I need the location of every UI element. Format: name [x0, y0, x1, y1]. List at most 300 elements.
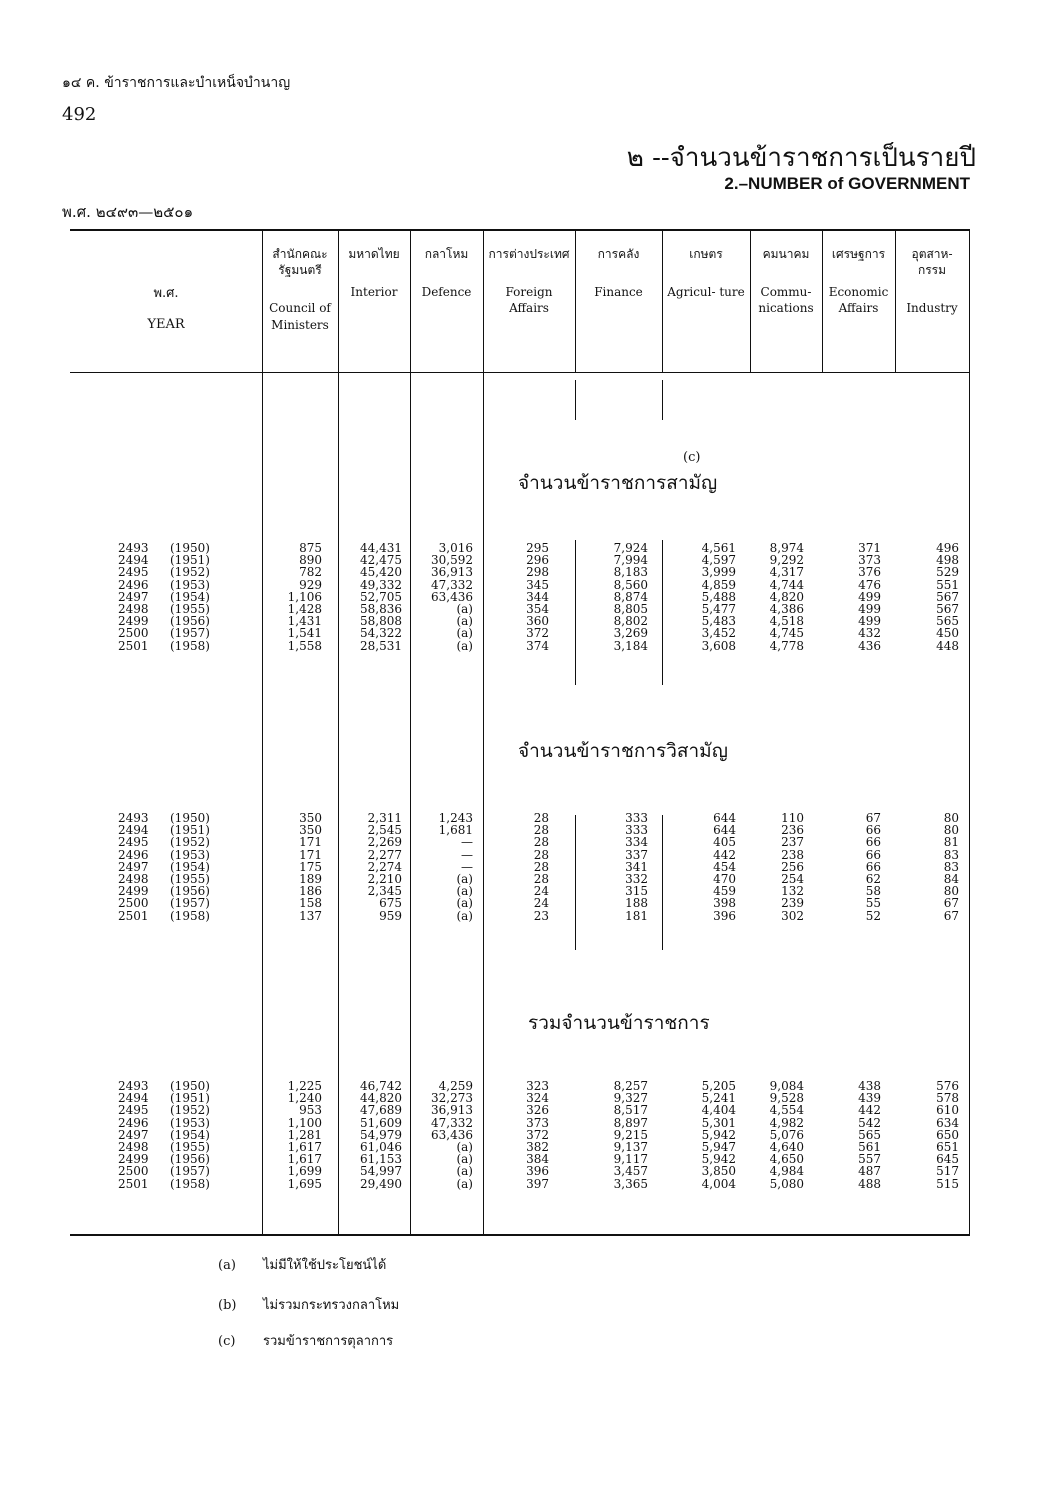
table-cell: 54,322 [360, 626, 402, 641]
column-header-english: Finance [594, 285, 643, 300]
table-cell: 47,332 [431, 577, 473, 592]
table-cell: 1,431 [287, 614, 322, 629]
year-english: (1958) [170, 1176, 210, 1191]
year-english: (1957) [170, 896, 210, 911]
table-cell: 5,205 [701, 1079, 736, 1093]
year-thai: 2494 [118, 553, 149, 568]
table-cell: 3,365 [613, 1176, 648, 1191]
table-cell: 295 [526, 541, 549, 555]
table-cell: 5,477 [701, 601, 736, 616]
column-header-thai: เกษตร [689, 247, 723, 261]
year-column [118, 542, 210, 652]
table-cell: 302 [781, 908, 804, 923]
column-header-thai: คมนาคม [762, 247, 810, 261]
table-cell: 24 [533, 884, 549, 899]
table-cell: 384 [526, 1152, 549, 1167]
table-cell: 9,137 [613, 1139, 648, 1154]
column-header [411, 246, 482, 300]
table-cell: 44,820 [360, 1091, 402, 1106]
value-column [822, 1080, 881, 1190]
year-column [118, 1080, 210, 1190]
table-cell: 542 [858, 1115, 881, 1130]
table-cell: 28,531 [360, 638, 402, 653]
table-cell: 47,332 [431, 1115, 473, 1130]
table-cell: (a) [456, 1164, 473, 1179]
table-cell: 515 [936, 1176, 959, 1191]
year-english: (1954) [170, 589, 210, 604]
table-cell: 651 [936, 1139, 959, 1154]
table-cell: 557 [858, 1152, 881, 1167]
table-cell: 256 [781, 859, 804, 874]
year-cell [118, 640, 210, 652]
table-cell: (a) [456, 601, 473, 616]
year-english: (1950) [170, 541, 210, 555]
table-cell: 175 [299, 859, 322, 874]
table-cell: — [461, 859, 473, 874]
section-note-mark: (c) [683, 450, 701, 465]
table-cell: 46,742 [360, 1079, 402, 1093]
table-cell: 66 [865, 847, 881, 862]
year-thai: 2495 [118, 835, 149, 850]
table-cell: 644 [713, 811, 736, 825]
value-column [662, 542, 736, 652]
table-cell: 487 [858, 1164, 881, 1179]
year-thai: 2493 [118, 541, 149, 555]
year-thai: 2496 [118, 847, 149, 862]
year-english: (1956) [170, 1152, 210, 1167]
table-cell: 9,528 [769, 1091, 804, 1106]
table-cell: 499 [858, 614, 881, 629]
table-cell: 1,100 [287, 1115, 322, 1130]
column-header-thai: กลาโหม [424, 247, 469, 261]
value-column [483, 542, 549, 652]
year-header-thai: พ.ศ. [153, 286, 179, 301]
table-cell: 110 [781, 811, 804, 825]
value-column [895, 1080, 959, 1190]
table-cell: 1,281 [287, 1127, 322, 1142]
year-english: (1951) [170, 1091, 210, 1106]
table-cell: 8,874 [613, 589, 648, 604]
footnote-text: ไม่มีให้ใช้ประโยชน์ได้ [263, 1258, 387, 1273]
table-cell: 66 [865, 835, 881, 850]
table-cell: 438 [858, 1079, 881, 1093]
table-cell: 645 [936, 1152, 959, 1167]
table-cell: 650 [936, 1127, 959, 1142]
table-cell: 52,705 [360, 589, 402, 604]
value-column [662, 1080, 736, 1190]
table-cell: 171 [299, 847, 322, 862]
year-english: (1951) [170, 823, 210, 838]
column-header-english: Industry [906, 301, 958, 316]
table-cell: 382 [526, 1139, 549, 1154]
column-header-english: Agricul- ture [667, 285, 745, 300]
table-cell: 4,518 [769, 614, 804, 629]
table-cell: 567 [936, 601, 959, 616]
table-top-rule [70, 229, 970, 231]
year-english: (1950) [170, 1079, 210, 1093]
section-title: จำนวนข้าราชการสามัญ [518, 472, 718, 494]
column-header-thai: อุตสาห- กรรม [911, 247, 953, 278]
table-cell: 58,808 [360, 614, 402, 629]
footnote-text: รวมข้าราชการตุลาการ [263, 1334, 394, 1349]
table-cell: 576 [936, 1079, 959, 1093]
table-cell: 28 [533, 823, 549, 838]
year-thai: 2494 [118, 823, 149, 838]
page-number: 492 [62, 104, 97, 125]
table-cell: 2,269 [367, 835, 402, 850]
table-cell: 1,428 [287, 601, 322, 616]
section-title: จำนวนข้าราชการวิสามัญ [518, 740, 728, 762]
table-cell: 63,436 [431, 589, 473, 604]
table-cell: 8,805 [613, 601, 648, 616]
table-cell: 371 [858, 541, 881, 555]
table-cell: 567 [936, 589, 959, 604]
year-thai: 2493 [118, 811, 149, 825]
table-cell: 7,994 [613, 553, 648, 568]
year-thai: 2496 [118, 1115, 149, 1130]
table-cell: 561 [858, 1139, 881, 1154]
column-header-thai: เศรษฐการ [831, 247, 886, 261]
table-cell: 5,076 [769, 1127, 804, 1142]
column-header-thai: การต่างประเทศ [488, 247, 570, 261]
table-cell: (a) [456, 638, 473, 653]
table-cell: 1,243 [438, 811, 473, 825]
table-cell: 63,436 [431, 1127, 473, 1142]
table-cell: 782 [299, 565, 322, 580]
table-cell: 354 [526, 601, 549, 616]
year-english: (1952) [170, 835, 210, 850]
value-column [483, 1080, 549, 1190]
table-cell: 58 [865, 884, 881, 899]
table-cell: 158 [299, 896, 322, 911]
table-cell: 36,913 [431, 565, 473, 580]
table-cell: 45,420 [360, 565, 402, 580]
year-thai: 2497 [118, 859, 149, 874]
table-cell: 66 [865, 859, 881, 874]
year-english: (1954) [170, 859, 210, 874]
table-cell: 565 [858, 1127, 881, 1142]
year-thai: 2499 [118, 1152, 149, 1167]
table-cell: 334 [625, 835, 648, 850]
table-cell: 4,745 [769, 626, 804, 641]
table-cell: 337 [625, 847, 648, 862]
table-cell: 5,080 [769, 1176, 804, 1191]
column-header-thai: สำนักคณะรัฐมนตรี [272, 247, 328, 278]
table-cell: 61,153 [360, 1152, 402, 1167]
table-cell: 3,608 [701, 638, 736, 653]
table-cell: 4,650 [769, 1152, 804, 1167]
year-cell [118, 1178, 210, 1190]
section-title: รวมจำนวนข้าราชการ [528, 1012, 710, 1034]
table-cell: 29,490 [360, 1176, 402, 1191]
table-cell: 341 [625, 859, 648, 874]
value-column [410, 812, 473, 922]
column-header [896, 246, 968, 317]
table-cell: 298 [526, 565, 549, 580]
year-thai: 2497 [118, 1127, 149, 1142]
column-header-thai: มหาดไทย [348, 247, 400, 261]
year-thai: 2494 [118, 1091, 149, 1106]
value-column [483, 812, 549, 922]
year-english: (1954) [170, 1127, 210, 1142]
table-cell: 4,561 [701, 541, 736, 555]
table-cell: 332 [625, 871, 648, 886]
table-cell: 344 [526, 589, 549, 604]
table-cell: 4,859 [701, 577, 736, 592]
year-thai: 2500 [118, 896, 149, 911]
year-thai: 2501 [118, 1176, 149, 1191]
table-cell: 499 [858, 589, 881, 604]
value-column [750, 812, 804, 922]
year-range: พ.ศ. ๒๔๙๓—๒๕๐๑ [62, 203, 194, 221]
year-english: (1956) [170, 884, 210, 899]
table-cell: 36,913 [431, 1103, 473, 1118]
table-cell: 324 [526, 1091, 549, 1106]
year-thai: 2495 [118, 565, 149, 580]
table-cell: 929 [299, 577, 322, 592]
table-cell: 4,984 [769, 1164, 804, 1179]
footnote-text: ไม่รวมกระทรวงกลาโหม [263, 1298, 400, 1313]
table-cell: 953 [299, 1103, 322, 1118]
table-cell: 28 [533, 811, 549, 825]
table-cell: 9,117 [613, 1152, 648, 1167]
table-cell: (a) [456, 908, 473, 923]
table-cell: 3,452 [701, 626, 736, 641]
table-cell: 448 [936, 638, 959, 653]
table-cell: 372 [526, 1127, 549, 1142]
value-column [410, 542, 473, 652]
table-cell: 5,241 [701, 1091, 736, 1106]
column-header-english: Defence [421, 285, 472, 300]
table-cell: 315 [625, 884, 648, 899]
table-cell: (a) [456, 614, 473, 629]
table-cell: 5,942 [701, 1127, 736, 1142]
table-cell: 1,695 [287, 1176, 322, 1191]
table-cell: 3,184 [613, 638, 648, 653]
value-column [338, 542, 402, 652]
table-cell: 373 [526, 1115, 549, 1130]
column-header-thai: การคลัง [597, 247, 640, 261]
table-cell: 8,517 [613, 1103, 648, 1118]
table-cell: 8,897 [613, 1115, 648, 1130]
value-column [262, 1080, 322, 1190]
table-cell: 8,257 [613, 1079, 648, 1093]
table-cell: 23 [533, 908, 549, 923]
table-cell: 436 [858, 638, 881, 653]
table-cell: 4,640 [769, 1139, 804, 1154]
table-cell: 634 [936, 1115, 959, 1130]
table-cell: 5,483 [701, 614, 736, 629]
table-cell: 62 [865, 871, 881, 886]
table-cell: 875 [299, 541, 322, 555]
table-cell: 54,997 [360, 1164, 402, 1179]
table-cell: 8,974 [769, 541, 804, 555]
table-cell: 396 [526, 1164, 549, 1179]
year-english: (1950) [170, 811, 210, 825]
table-cell: 81 [943, 835, 959, 850]
table-cell: 360 [526, 614, 549, 629]
footnote-label: (a) [218, 1258, 236, 1273]
table-cell: 517 [936, 1164, 959, 1179]
table-cell: 470 [713, 871, 736, 886]
footnote-label: (b) [218, 1298, 237, 1313]
table-cell: 5,488 [701, 589, 736, 604]
table-cell: 1,699 [287, 1164, 322, 1179]
column-header-english: Commu- nications [758, 285, 814, 316]
table-cell: 189 [299, 871, 322, 886]
year-header-english: YEAR [147, 317, 185, 332]
table-cell: 372 [526, 626, 549, 641]
table-cell: 80 [943, 811, 959, 825]
year-thai: 2496 [118, 577, 149, 592]
year-cell [118, 910, 210, 922]
table-cell: 565 [936, 614, 959, 629]
table-cell: 5,942 [701, 1152, 736, 1167]
table-cell: 350 [299, 811, 322, 825]
table-cell: 374 [526, 638, 549, 653]
year-english: (1953) [170, 847, 210, 862]
table-cell: 376 [858, 565, 881, 580]
table-cell: 3,016 [438, 541, 473, 555]
column-header-english: Interior [350, 285, 398, 300]
table-cell: 373 [858, 553, 881, 568]
table-cell: 83 [943, 847, 959, 862]
year-thai: 2499 [118, 614, 149, 629]
table-cell: 9,084 [769, 1079, 804, 1093]
year-english: (1953) [170, 577, 210, 592]
column-divider [575, 380, 576, 420]
value-column [662, 812, 736, 922]
table-cell: 8,183 [613, 565, 648, 580]
table-cell: 333 [625, 811, 648, 825]
value-column [338, 812, 402, 922]
table-cell: 24 [533, 896, 549, 911]
table-cell: 54,979 [360, 1127, 402, 1142]
table-cell: 529 [936, 565, 959, 580]
table-cell: 2,210 [367, 871, 402, 886]
table-cell: 432 [858, 626, 881, 641]
table-cell: (a) [456, 1139, 473, 1154]
table-cell: 2,311 [367, 811, 402, 825]
table-cell: 239 [781, 896, 804, 911]
table-cell: 496 [936, 541, 959, 555]
table-cell: 51,609 [360, 1115, 402, 1130]
table-cell: 8,560 [613, 577, 648, 592]
column-header [576, 246, 661, 300]
table-cell: 1,617 [287, 1139, 322, 1154]
column-header-english: Foreign Affairs [505, 285, 553, 316]
year-english: (1958) [170, 638, 210, 653]
year-english: (1958) [170, 908, 210, 923]
table-cell: 132 [781, 884, 804, 899]
value-column [262, 542, 322, 652]
table-cell: 66 [865, 823, 881, 838]
year-thai: 2498 [118, 871, 149, 886]
value-column [750, 542, 804, 652]
column-header-english: Council of Ministers [269, 301, 331, 332]
footnote-c [218, 1330, 393, 1351]
column-divider [662, 380, 663, 420]
value-column [822, 542, 881, 652]
table-cell: 171 [299, 835, 322, 850]
year-english: (1951) [170, 553, 210, 568]
year-english: (1952) [170, 565, 210, 580]
table-cell: 80 [943, 884, 959, 899]
table-cell: 5,301 [701, 1115, 736, 1130]
table-cell: 58,836 [360, 601, 402, 616]
table-cell: 1,225 [287, 1079, 322, 1093]
table-cell: 4,404 [701, 1103, 736, 1118]
footnote-label: (c) [218, 1334, 236, 1349]
year-english: (1955) [170, 871, 210, 886]
table-cell: 28 [533, 847, 549, 862]
table-cell: 3,457 [613, 1164, 648, 1179]
table-cell: 32,273 [431, 1091, 473, 1106]
table-cell: 67 [865, 811, 881, 825]
table-cell: 5,947 [701, 1139, 736, 1154]
footnote-a [218, 1254, 386, 1275]
year-english: (1953) [170, 1115, 210, 1130]
table-cell: 2,545 [367, 823, 402, 838]
table-cell: 188 [625, 896, 648, 911]
table-cell: 84 [943, 871, 959, 886]
year-thai: 2493 [118, 1079, 149, 1093]
table-cell: (a) [456, 884, 473, 899]
table-cell: 67 [943, 896, 959, 911]
year-thai: 2500 [118, 626, 149, 641]
year-thai: 2495 [118, 1103, 149, 1118]
table-cell: 499 [858, 601, 881, 616]
table-cell: 578 [936, 1091, 959, 1106]
table-cell: 488 [858, 1176, 881, 1191]
table-cell: 137 [299, 908, 322, 923]
table-cell: 3,269 [613, 626, 648, 641]
table-cell: 42,475 [360, 553, 402, 568]
table-cell: 4,386 [769, 601, 804, 616]
table-cell: 459 [713, 884, 736, 899]
table-cell: 28 [533, 871, 549, 886]
table-cell: — [461, 835, 473, 850]
table-cell: 4,597 [701, 553, 736, 568]
table-cell: 333 [625, 823, 648, 838]
table-cell: 2,274 [367, 859, 402, 874]
value-column [822, 812, 881, 922]
table-cell: 4,004 [701, 1176, 736, 1191]
table-cell: 476 [858, 577, 881, 592]
table-cell: 1,681 [438, 823, 473, 838]
table-cell: 4,259 [438, 1079, 473, 1093]
table-cell: 55 [865, 896, 881, 911]
table-cell: 44,431 [360, 541, 402, 555]
value-column [750, 1080, 804, 1190]
column-header [263, 246, 337, 333]
table-cell: 237 [781, 835, 804, 850]
value-column [262, 812, 322, 922]
value-column [895, 812, 959, 922]
table-cell: 8,802 [613, 614, 648, 629]
table-cell: — [461, 847, 473, 862]
page-title-thai: ๒ --จำนวนข้าราชการเป็นรายปี [626, 143, 976, 173]
year-column-header [72, 282, 260, 332]
table-cell: 350 [299, 823, 322, 838]
table-cell: 52 [865, 908, 881, 923]
column-header [751, 246, 821, 317]
table-cell: 83 [943, 859, 959, 874]
year-thai: 2499 [118, 884, 149, 899]
table-cell: 4,982 [769, 1115, 804, 1130]
value-column [410, 1080, 473, 1190]
table-cell: 67 [943, 908, 959, 923]
